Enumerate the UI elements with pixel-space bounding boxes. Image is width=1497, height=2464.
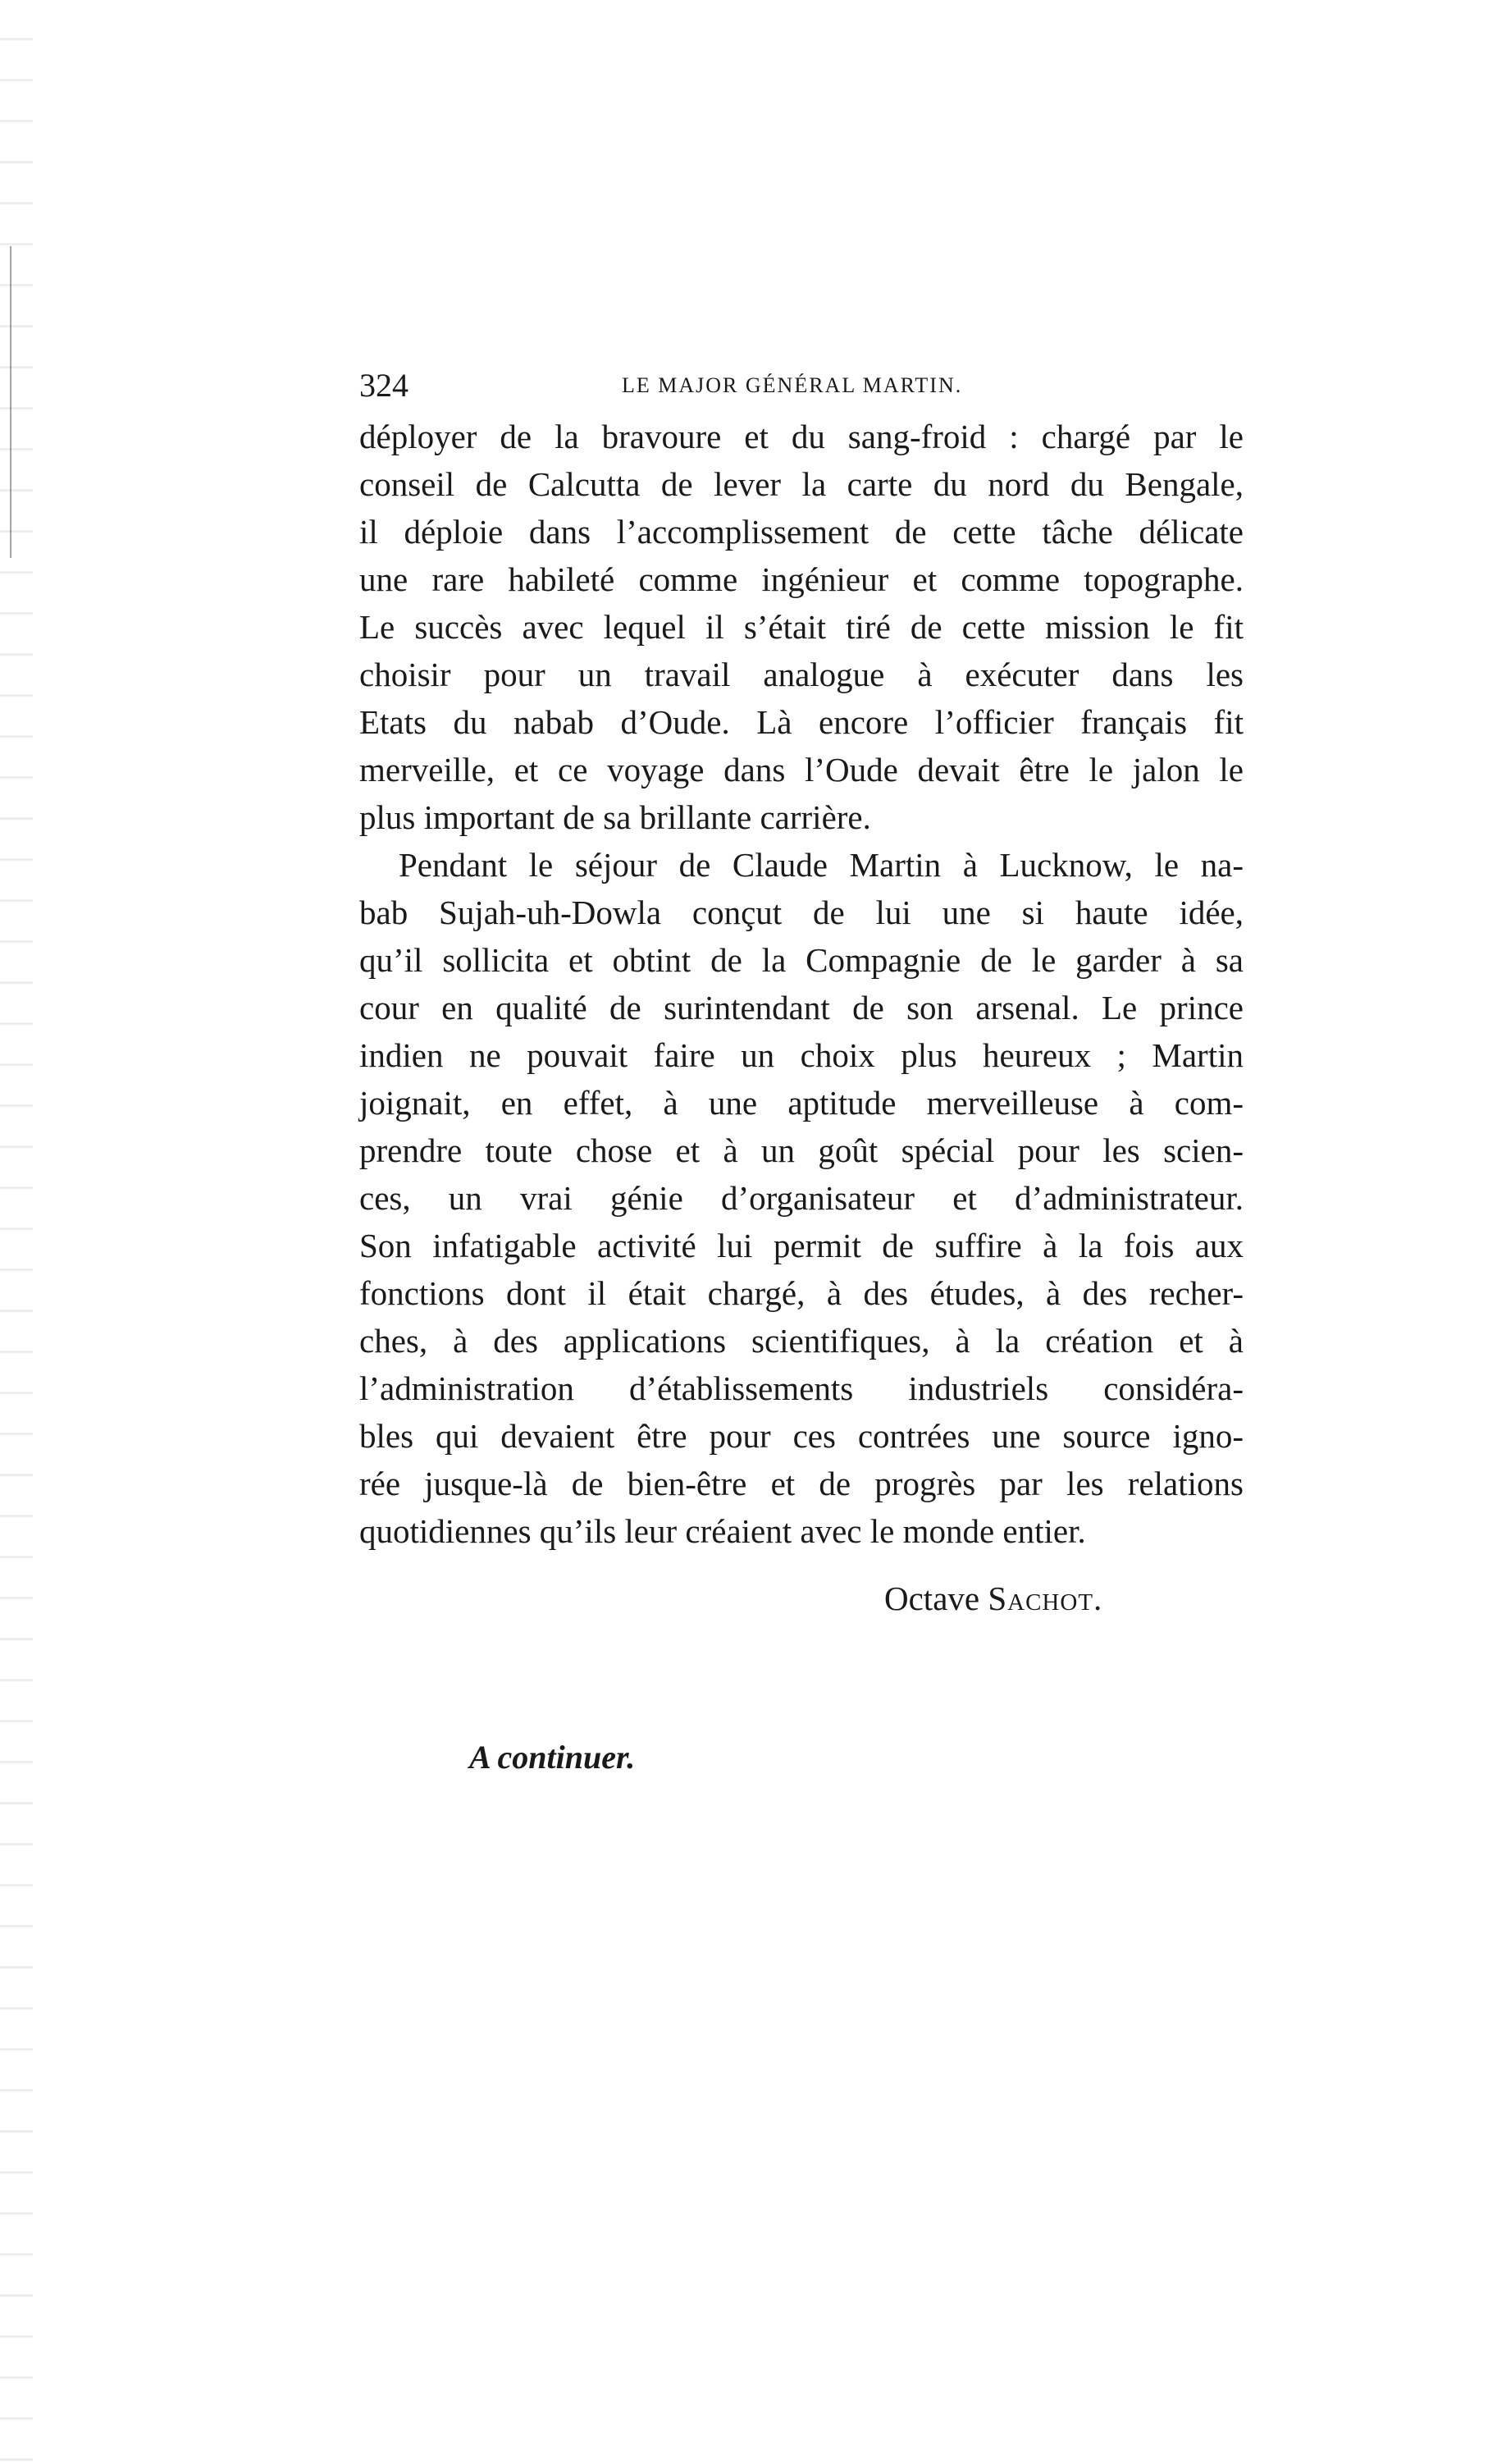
continuation-note: A continuer. [469,1739,636,1776]
text-line: une rare habileté comme ingénieur et comme topographe. [359,560,1244,598]
text-line: indien ne pouvait faire un choix plus heureux ; Martin [359,1036,1244,1074]
text-line: joignait, en effet, à une aptitude merveilleuse à com- [359,1084,1244,1122]
running-head: LE MAJOR GÉNÉRAL MARTIN. [622,373,963,397]
paragraph-2 [359,841,1244,1555]
author-last-name: Sachot. [988,1579,1103,1617]
text-line: déployer de la bravoure et du sang-froid : chargé par le [359,418,1244,455]
text-line: Son infatigable activité lui permit de suffire à la fois aux [359,1227,1244,1264]
text-line: merveille, et ce voyage dans l’Oude devait être le jalon le [359,751,1244,789]
text-line: ces, un vrai génie d’organisateur et d’administrateur. [359,1179,1244,1217]
text-line: qu’il sollicita et obtint de la Compagnie de le garder à sa [359,941,1244,979]
author-first-name: Octave [884,1579,980,1617]
text-line: choisir pour un travail analogue à exécuter dans les [359,656,1244,693]
scan-edge-line [10,246,11,558]
text-line: plus important de sa brillante carrière. [359,798,871,836]
text-line: prendre toute chose et à un goût spécial pour les scien- [359,1131,1244,1169]
body-text [359,413,1244,1555]
text-line: bles qui devaient être pour ces contrées une source igno- [359,1417,1244,1455]
text-line: l’administration d’établissements industriels considéra- [359,1369,1244,1407]
text-line: Pendant le séjour de Claude Martin à Lucknow, le na- [399,846,1244,884]
paragraph-1 [359,413,1244,841]
text-line: Etats du nabab d’Oude. Là encore l’officier français fit [359,703,1244,741]
text-line: fonctions dont il était chargé, à des études, à des recher- [359,1274,1244,1312]
text-line: ches, à des applications scientifiques, à la création et à [359,1322,1244,1360]
text-line: Le succès avec lequel il s’était tiré de cette mission le fit [359,608,1244,646]
page-number: 324 [359,367,408,404]
text-line: il déploie dans l’accomplissement de cette tâche délicate [359,513,1244,551]
scan-edge-marks [0,0,33,2464]
text-line: conseil de Calcutta de lever la carte du nord du Bengale, [359,465,1244,503]
text-line: rée jusque-là de bien-être et de progrès par les relations [359,1465,1244,1502]
text-line: bab Sujah-uh-Dowla conçut de lui une si haute idée, [359,894,1244,931]
page-header [359,361,1180,410]
text-line: quotidiennes qu’ils leur créaient avec le monde entier. [359,1512,1086,1550]
text-line: cour en qualité de surintendant de son arsenal. Le prince [359,989,1244,1026]
author-signature [884,1574,1102,1623]
